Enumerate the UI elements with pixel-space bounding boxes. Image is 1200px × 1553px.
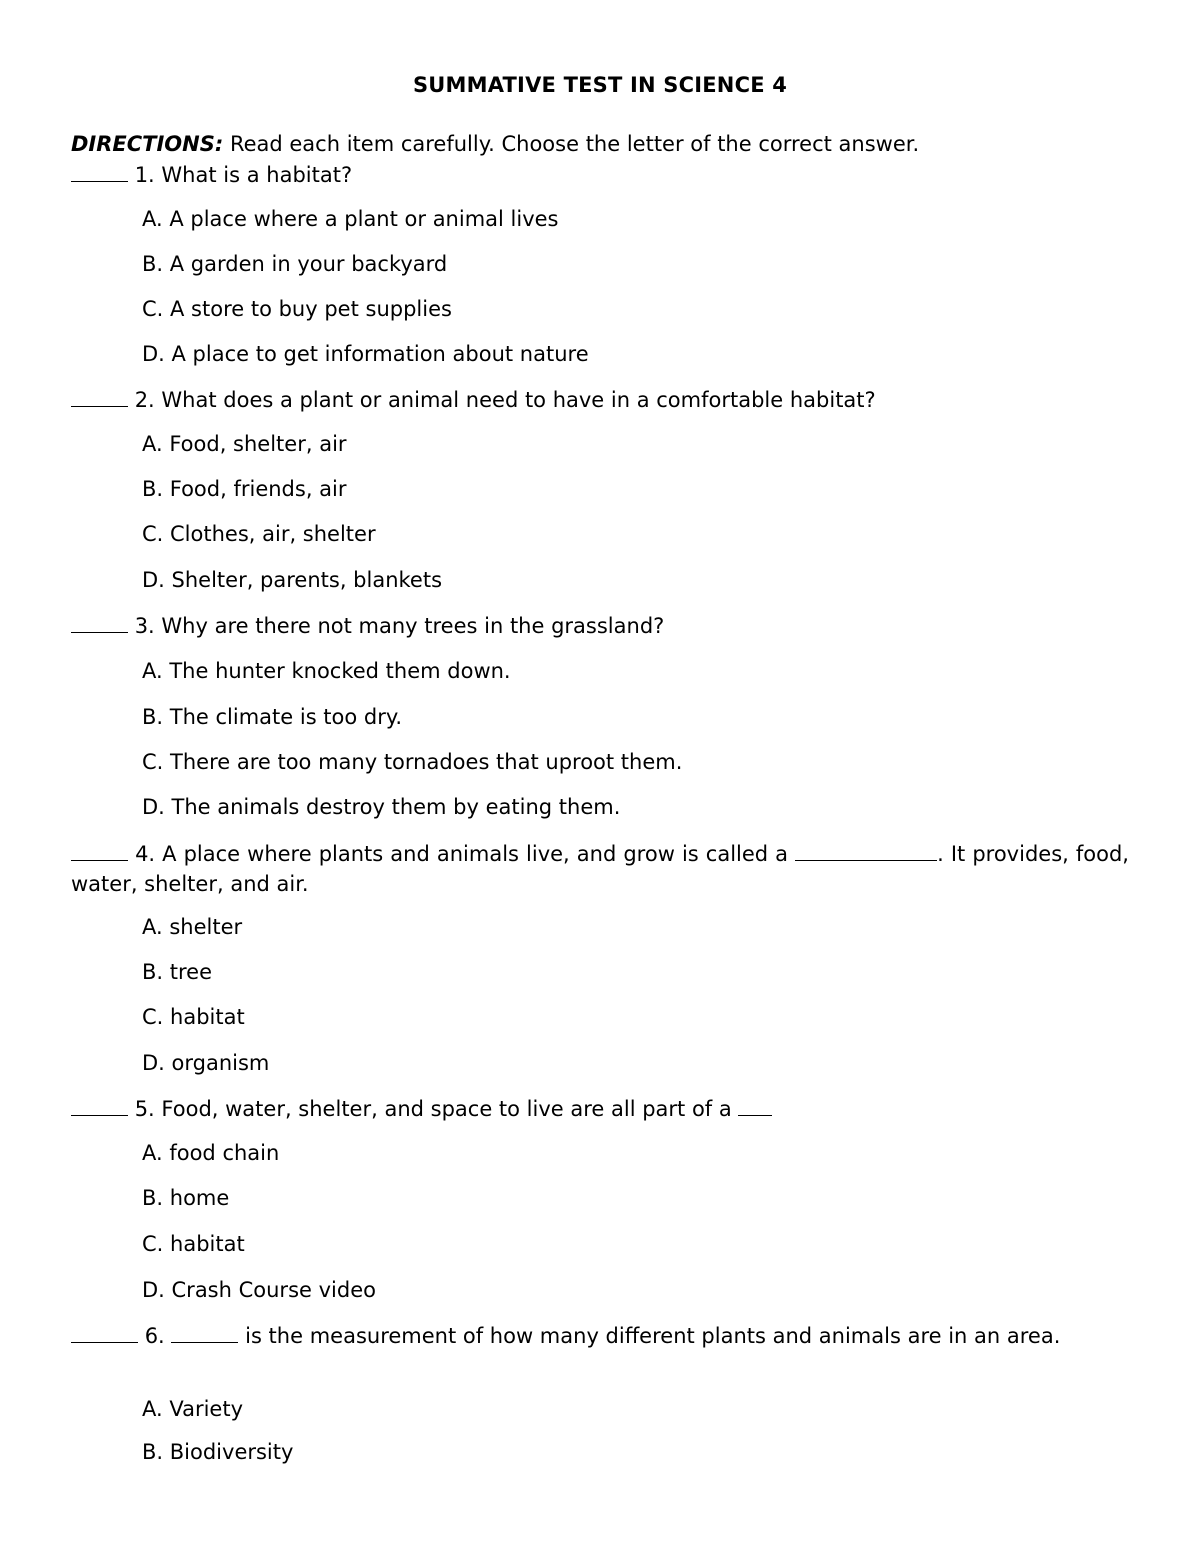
option-4d: D. organism — [142, 1051, 270, 1075]
answer-blank[interactable] — [71, 610, 128, 633]
option-4c: C. habitat — [142, 1005, 245, 1029]
option-3b: B. The climate is too dry. — [142, 705, 402, 729]
question-text: What does a plant or animal need to have in a comfortable habitat? — [161, 388, 876, 412]
answer-blank[interactable] — [71, 1093, 128, 1116]
directions — [71, 129, 919, 159]
answer-blank[interactable] — [71, 838, 128, 861]
question-number: 4. — [135, 842, 156, 866]
question-3 — [71, 610, 1129, 641]
question-text-before: A place where plants and animals live, and grow is called a — [162, 842, 789, 866]
option-2d: D. Shelter, parents, blankets — [142, 568, 443, 592]
option-5b: B. home — [142, 1186, 230, 1210]
fill-blank[interactable] — [738, 1093, 772, 1116]
option-2c: C. Clothes, air, shelter — [142, 522, 376, 546]
question-text: Food, water, shelter, and space to live are all part of a — [161, 1097, 732, 1121]
option-2b: B. Food, friends, air — [142, 477, 347, 501]
answer-blank[interactable] — [71, 1320, 138, 1343]
question-number: 2. — [134, 388, 155, 412]
test-page — [71, 0, 1129, 1553]
answer-blank[interactable] — [71, 159, 128, 182]
question-text: is the measurement of how many different plants and animals are in an area. — [245, 1324, 1061, 1348]
option-4a: A. shelter — [142, 915, 243, 939]
option-3a: A. The hunter knocked them down. — [142, 659, 511, 683]
option-5d: D. Crash Course video — [142, 1278, 376, 1302]
option-5c: C. habitat — [142, 1232, 245, 1256]
question-number: 1. — [134, 163, 155, 187]
option-6a: A. Variety — [142, 1397, 244, 1421]
option-3d: D. The animals destroy them by eating them. — [142, 795, 621, 819]
question-number: 3. — [134, 614, 155, 638]
option-4b: B. tree — [142, 960, 213, 984]
option-1a: A. A place where a plant or animal lives — [142, 207, 559, 231]
fill-blank[interactable] — [795, 838, 937, 861]
question-1 — [71, 159, 1129, 190]
question-number: 5. — [134, 1097, 155, 1121]
question-number: 6. — [144, 1324, 165, 1348]
question-6 — [71, 1320, 1129, 1351]
option-3c: C. There are too many tornadoes that uproot them. — [142, 750, 683, 774]
question-text: What is a habitat? — [161, 163, 353, 187]
directions-label: DIRECTIONS: — [71, 132, 224, 156]
option-1c: C. A store to buy pet supplies — [142, 297, 452, 321]
option-1b: B. A garden in your backyard — [142, 252, 448, 276]
option-6b: B. Biodiversity — [142, 1440, 294, 1464]
answer-blank[interactable] — [71, 384, 128, 407]
option-2a: A. Food, shelter, air — [142, 432, 347, 456]
question-4 — [71, 838, 1129, 899]
option-5a: A. food chain — [142, 1141, 280, 1165]
question-text-after: . It provides, food, water, shelter, and air. — [71, 842, 1129, 896]
fill-blank[interactable] — [171, 1320, 238, 1343]
question-2 — [71, 384, 1129, 415]
page-title: SUMMATIVE TEST IN SCIENCE 4 — [412, 73, 788, 97]
question-text: Why are there not many trees in the grassland? — [161, 614, 665, 638]
option-1d: D. A place to get information about nature — [142, 342, 589, 366]
question-5 — [71, 1093, 1129, 1124]
directions-text: Read each item carefully. Choose the letter of the correct answer. — [223, 132, 920, 156]
